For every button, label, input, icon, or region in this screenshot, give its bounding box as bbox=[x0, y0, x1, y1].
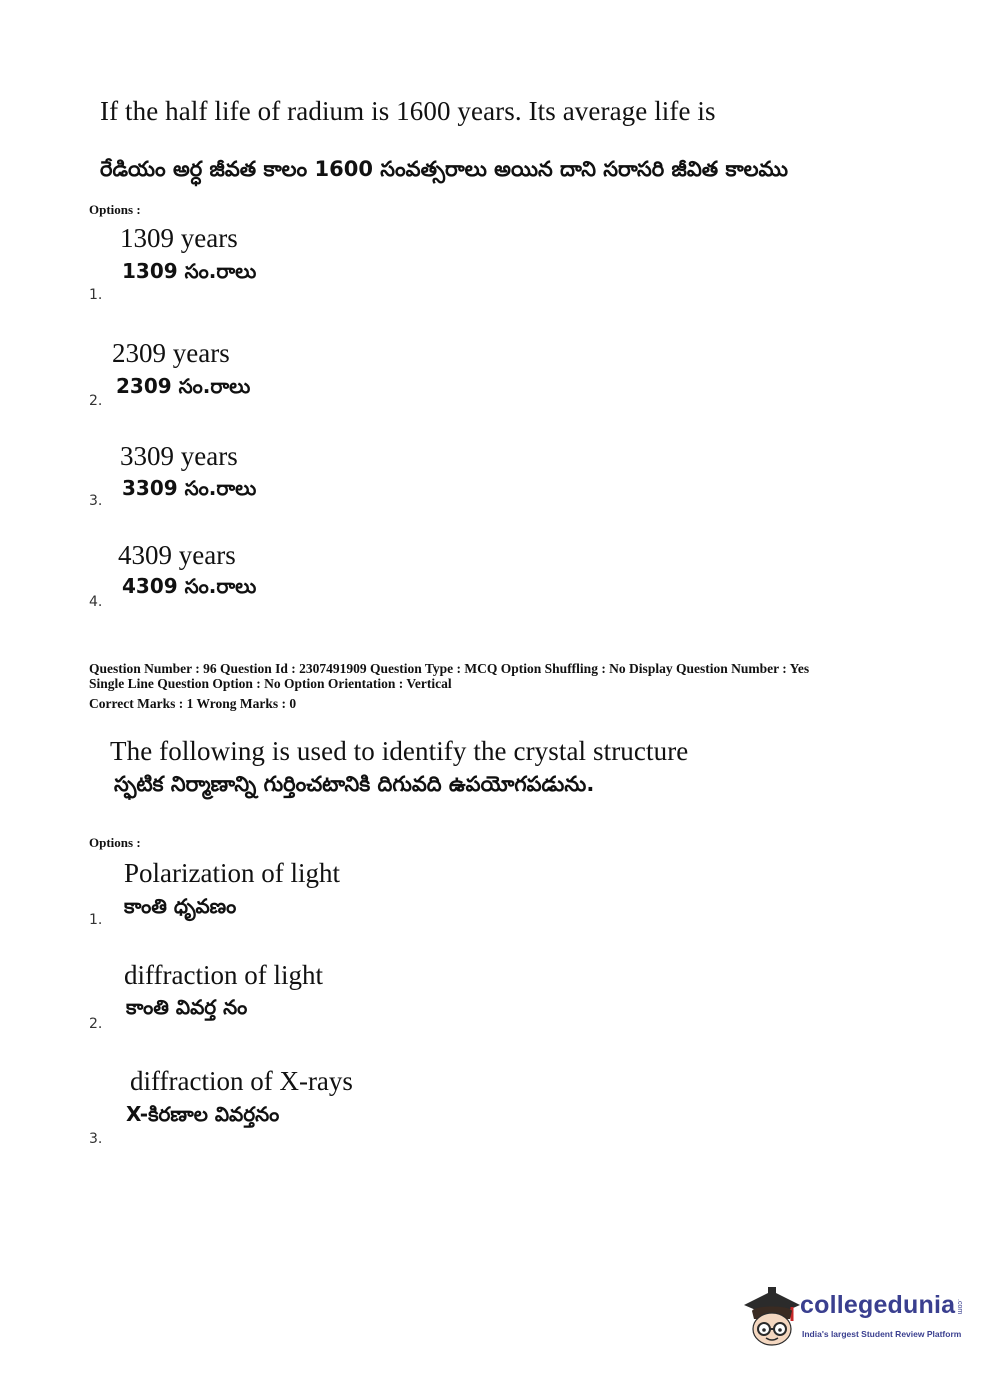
question-meta-line1: Question Number : 96 Question Id : 2307491909 Question Type : MCQ Option Shuffling : No Display Question Number : Yes bbox=[89, 661, 810, 676]
collegedunia-logo bbox=[742, 1285, 972, 1355]
option-text-en: Polarization of light bbox=[124, 858, 340, 888]
option-number: 3. bbox=[89, 1131, 103, 1147]
option-text-en: 3309 years bbox=[120, 441, 238, 471]
option-number: 4. bbox=[89, 594, 103, 610]
logo-tagline: India's largest Student Review Platform bbox=[802, 1329, 962, 1339]
question-text-en: The following is used to identify the crystal structure bbox=[110, 736, 689, 766]
option-text-en: 1309 years bbox=[120, 223, 238, 253]
option-text-te: 1309 సం.రాలు bbox=[122, 259, 257, 283]
question-text-te: రేడియం అర్ధ జీవత కాలం 1600 సంవత్సరాలు అయిన దాని సరాసరి జీవిత కాలము bbox=[100, 157, 789, 181]
option-text-en: diffraction of light bbox=[124, 960, 323, 990]
question-text-te: స్ఫటిక నిర్మాణాన్ని గుర్తించటానికి దిగువది ఉపయోగపడును. bbox=[114, 772, 595, 796]
option-text-en: 2309 years bbox=[112, 338, 230, 368]
question-marks: Correct Marks : 1 Wrong Marks : 0 bbox=[89, 696, 297, 711]
options-label: Options : bbox=[89, 835, 141, 850]
option-text-te: కాంతి వివర్త నం bbox=[126, 995, 248, 1019]
option-number: 1. bbox=[89, 912, 103, 928]
option-number: 2. bbox=[89, 1016, 103, 1032]
option-text-en: 4309 years bbox=[118, 540, 236, 570]
option-number: 3. bbox=[89, 493, 103, 509]
mascot-icon bbox=[742, 1285, 802, 1355]
option-text-en: diffraction of X-rays bbox=[130, 1066, 353, 1096]
option-text-te: కాంతి ధృవణం bbox=[124, 894, 237, 918]
options-label: Options : bbox=[89, 202, 141, 217]
logo-domain-suffix: .com bbox=[956, 1299, 963, 1315]
option-text-te: 2309 సం.రాలు bbox=[116, 374, 251, 398]
option-number: 1. bbox=[89, 287, 103, 303]
question-text-en: If the half life of radium is 1600 years. Its average life is bbox=[100, 96, 716, 126]
option-text-te: 4309 సం.రాలు bbox=[122, 574, 257, 598]
option-text-te: 3309 సం.రాలు bbox=[122, 476, 257, 500]
logo-wordmark: collegedunia bbox=[800, 1291, 956, 1319]
option-text-te: X-కిరణాల వివర్తనం bbox=[126, 1102, 280, 1126]
question-meta-line2: Single Line Question Option : No Option Orientation : Vertical bbox=[89, 676, 452, 691]
option-number: 2. bbox=[89, 393, 103, 409]
